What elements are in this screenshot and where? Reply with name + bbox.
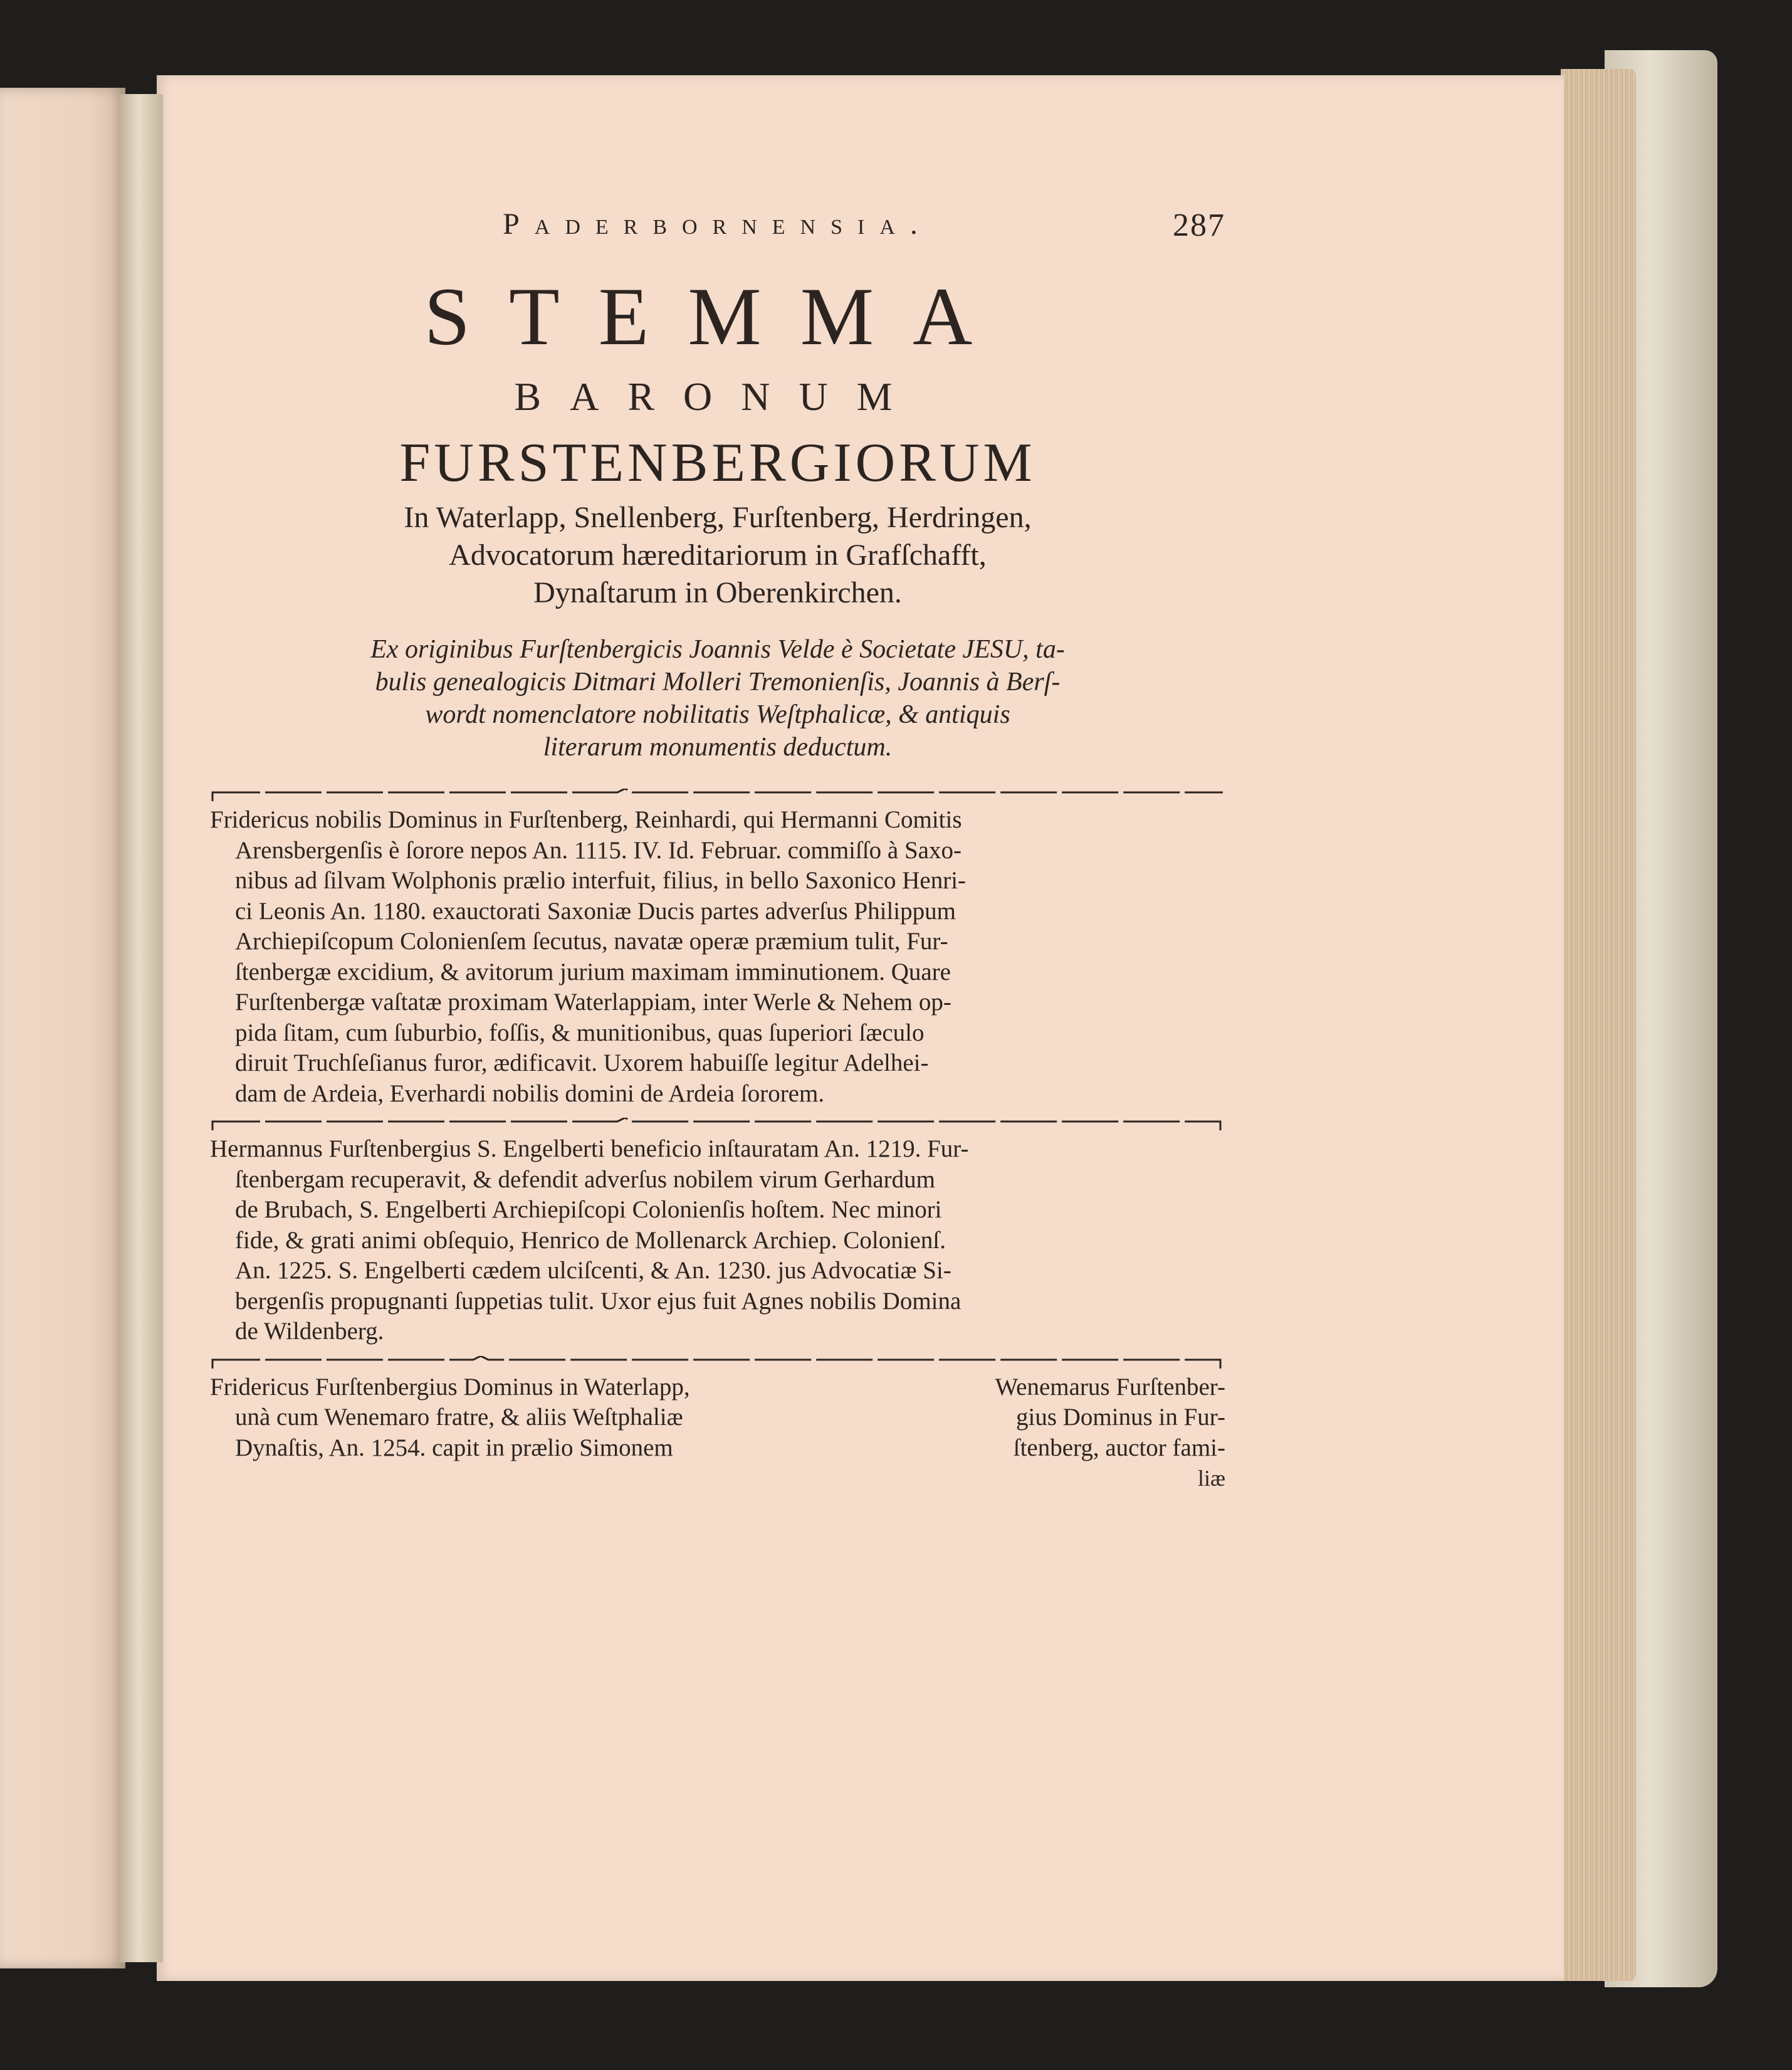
genealogy-bracket: [210, 1118, 1225, 1132]
entry-line: Arensbergenſis è ſorore nepos An. 1115. IV. Id. Februar. commiſſo à Saxo-: [235, 836, 961, 864]
genealogy-entry: [210, 1134, 1225, 1347]
entry-line: unà cum Wenemaro fratre, & aliis Weſtphaliæ: [235, 1404, 683, 1431]
entry-line: Dynaſtis, An. 1254. capit in prælio Simonem: [235, 1434, 673, 1461]
title-baronum: BARONUM: [514, 374, 921, 419]
page-edges: [1561, 69, 1636, 1981]
genealogy-entry: [210, 805, 1225, 1109]
entry-line: diruit Truchſeſianus furor, ædificavit. Uxorem habuiſſe legitur Adelhei-: [235, 1049, 929, 1076]
entry-line: ſtenbergam recuperavit, & defendit adverſus nobilem virum Gerhardum: [235, 1165, 935, 1193]
source-line: Ex originibus Furſtenbergicis Joannis Velde è Societate JESU, ta-: [370, 635, 1065, 664]
entry-line: An. 1225. S. Engelberti cædem ulciſcenti, & An. 1230. jus Advocatiæ Si-: [235, 1257, 951, 1284]
entry-line: gius Dominus in Fur-: [1016, 1404, 1225, 1431]
entry-line: ſtenbergæ excidium, & avitorum jurium maximam imminutionem. Quare: [235, 958, 951, 985]
book-gutter: [119, 94, 163, 1962]
running-head-title: Paderbornensia.: [503, 208, 933, 241]
entry-line: nibus ad ſilvam Wolphonis prælio interfuit, filius, in bello Saxonico Henri-: [235, 867, 967, 894]
subtitle-line: Dynaſtarum in Oberenkirchen.: [533, 576, 902, 609]
source-line: literarum monumentis deductum.: [543, 733, 893, 762]
page-text: [210, 207, 1225, 1493]
entry-line: bergenſis propugnanti ſuppetias tulit. Uxor ejus fuit Agnes nobilis Domina: [235, 1287, 961, 1315]
catchword: liæ: [1197, 1466, 1225, 1491]
genealogy-bracket: [210, 1356, 1225, 1370]
running-head: [210, 207, 1225, 257]
entry-line: Archiepiſcopum Colonienſem ſecutus, navatæ operæ præmium tulit, Fur-: [235, 928, 948, 955]
source-line: bulis genealogicis Ditmari Molleri Tremonienſis, Joannis à Berſ-: [375, 668, 1061, 696]
entry-line: de Wildenberg.: [235, 1318, 384, 1345]
source-line: wordt nomenclatore nobilitatis Weſtphalicæ, & antiquis: [425, 700, 1010, 729]
title-furstenbergiorum: FURSTENBERGIORUM: [399, 433, 1036, 493]
entry-line: dam de Ardeia, Everhardi nobilis domini de Ardeia ſororem.: [235, 1080, 825, 1107]
genealogy-entry-pair: [210, 1372, 1225, 1494]
entry-line: Fridericus nobilis Dominus in Furſtenberg, Reinhardi, qui Hermanni Comitis: [210, 806, 962, 833]
subtitle: [210, 499, 1225, 612]
genealogy-entry: [210, 1372, 762, 1494]
subtitle-line: In Waterlapp, Snellenberg, Furſtenberg, Herdringen,: [404, 501, 1032, 534]
entry-line: Furſtenbergæ vaſtatæ proximam Waterlappiam, inter Werle & Nehem op-: [235, 989, 951, 1016]
genealogy-entry: [950, 1372, 1225, 1494]
title-stemma: STEMMA: [424, 270, 1012, 362]
source-note: [215, 633, 1220, 764]
subtitle-line: Advocatorum hæreditariorum in Grafſchafft,: [449, 539, 987, 572]
entry-line: fide, & grati animi obſequio, Henrico de Mollenarck Archiep. Colonienſ.: [235, 1226, 946, 1254]
entry-line: Wenemarus Furſtenber-: [995, 1373, 1225, 1400]
entry-line: Fridericus Furſtenbergius Dominus in Waterlapp,: [210, 1373, 690, 1400]
entry-line: ci Leonis An. 1180. exauctorati Saxoniæ Ducis partes adverſus Philippum: [235, 897, 956, 925]
page-number: 287: [1173, 208, 1225, 243]
entry-line: ſtenberg, auctor fami-: [1013, 1434, 1225, 1461]
left-page-edge: [0, 88, 125, 1968]
entry-line: pida ſitam, cum ſuburbio, foſſis, & munitionibus, quas ſuperiori ſæculo: [235, 1019, 925, 1046]
entry-line: Hermannus Furſtenbergius S. Engelberti beneficio inſtauratam An. 1219. Fur-: [210, 1135, 969, 1162]
entry-line: de Brubach, S. Engelberti Archiepiſcopi Colonienſis hoſtem. Nec minori: [235, 1196, 942, 1223]
genealogy-bracket: [210, 789, 1225, 802]
